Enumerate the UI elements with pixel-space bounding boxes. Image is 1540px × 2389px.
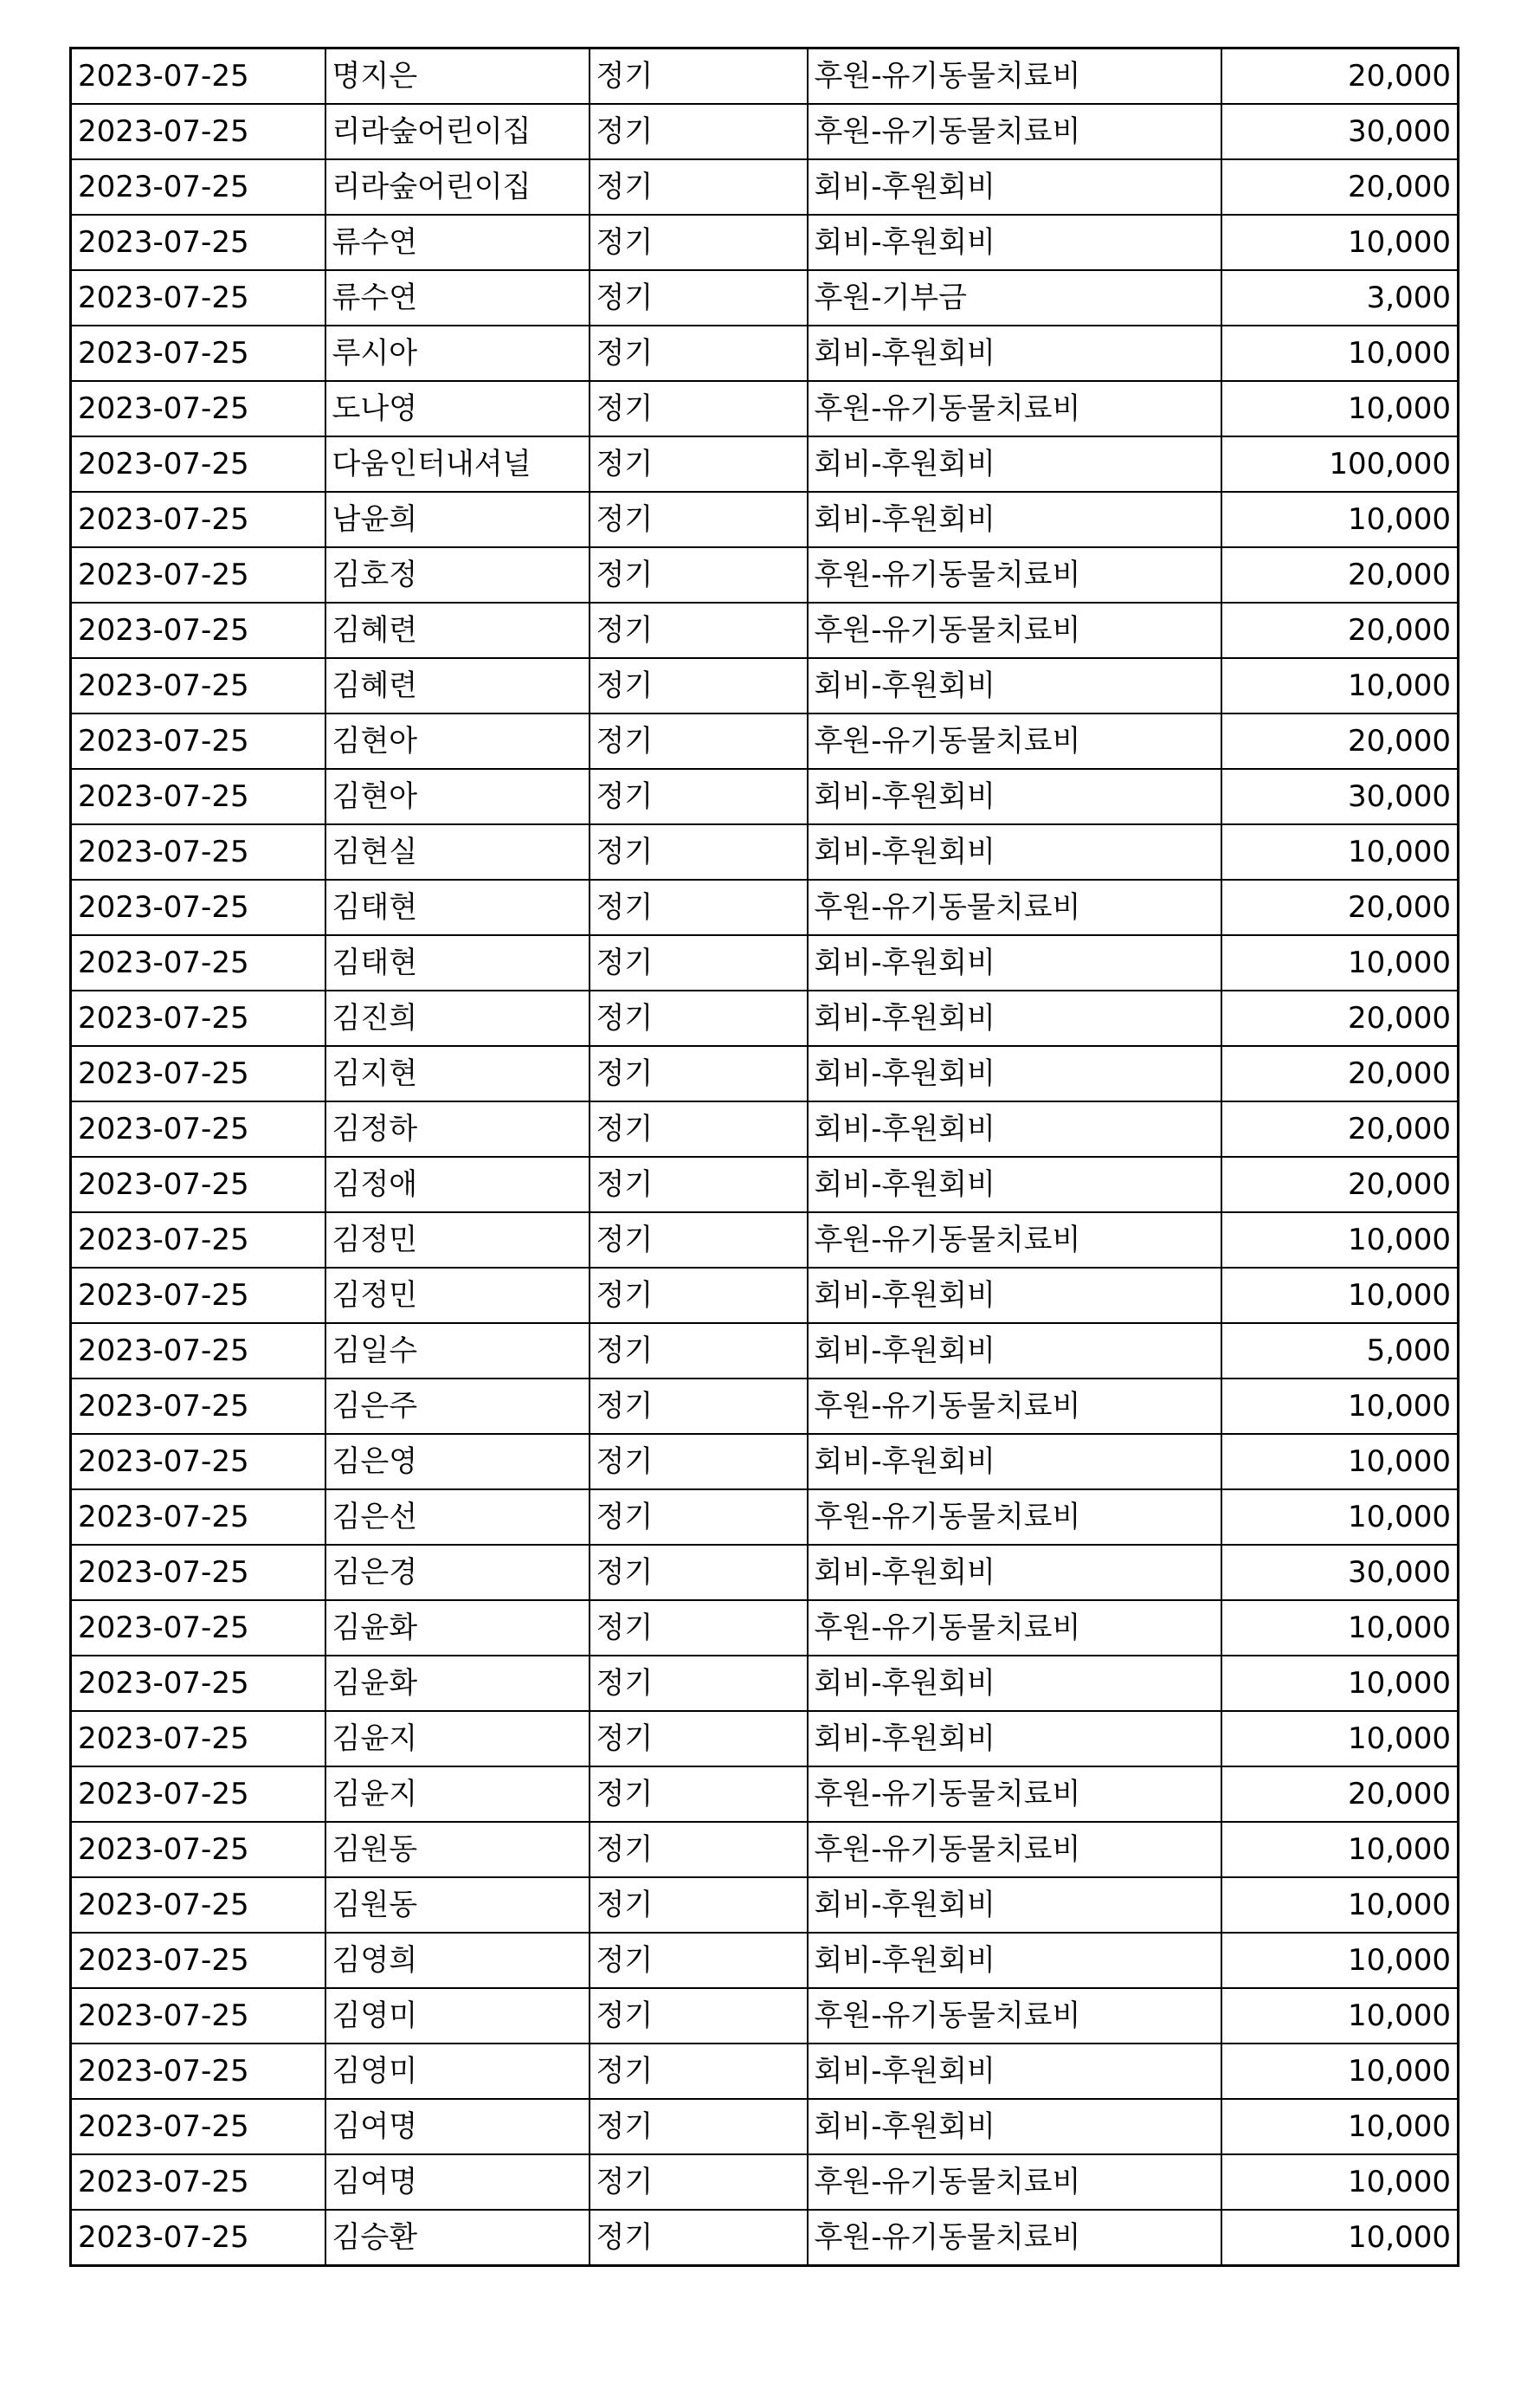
cell-amount: 10,000 [1221,2044,1459,2099]
cell-category: 회비-후원회비 [808,215,1221,270]
table-row [71,436,1459,492]
table-row [71,2099,1459,2154]
cell-donor-name: 다움인터내셔널 [325,436,590,492]
cell-donor-name: 김은선 [325,1489,590,1545]
cell-donor-name: 류수연 [325,270,590,326]
cell-category: 회비-후원회비 [808,1046,1221,1101]
cell-donation-type: 정기 [590,991,808,1046]
table-row [71,547,1459,603]
table-row [71,1822,1459,1877]
cell-donation-type: 정기 [590,492,808,547]
cell-category: 회비-후원회비 [808,1656,1221,1711]
table-row [71,658,1459,713]
table-row [71,1046,1459,1101]
cell-amount: 20,000 [1221,159,1459,215]
cell-donor-name: 김영희 [325,1933,590,1988]
cell-donor-name: 김정민 [325,1212,590,1268]
cell-donation-type: 정기 [590,436,808,492]
cell-donor-name: 김원동 [325,1877,590,1933]
cell-category: 회비-후원회비 [808,1877,1221,1933]
cell-amount: 20,000 [1221,880,1459,935]
cell-amount: 10,000 [1221,658,1459,713]
cell-category: 회비-후원회비 [808,1323,1221,1379]
cell-donor-name: 김은영 [325,1434,590,1489]
cell-donor-name: 김정애 [325,1157,590,1212]
cell-donation-type: 정기 [590,104,808,159]
cell-amount: 10,000 [1221,935,1459,991]
cell-amount: 10,000 [1221,492,1459,547]
cell-donation-type: 정기 [590,1711,808,1766]
cell-amount: 10,000 [1221,1877,1459,1933]
table-row [71,1766,1459,1822]
table-row [71,1157,1459,1212]
table-row [71,215,1459,270]
table-row [71,1600,1459,1656]
cell-category: 회비-후원회비 [808,1933,1221,1988]
cell-amount: 10,000 [1221,1212,1459,1268]
cell-category: 회비-후원회비 [808,2044,1221,2099]
cell-donation-type: 정기 [590,1877,808,1933]
cell-donor-name: 리라숲어린이집 [325,159,590,215]
cell-amount: 30,000 [1221,104,1459,159]
table-row [71,2210,1459,2266]
cell-date: 2023-07-25 [71,2044,325,2099]
cell-donor-name: 김정하 [325,1101,590,1157]
cell-date: 2023-07-25 [71,1766,325,1822]
table-row [71,2154,1459,2210]
cell-category: 후원-유기동물치료비 [808,1988,1221,2044]
cell-date: 2023-07-25 [71,769,325,824]
table-row [71,1877,1459,1933]
cell-donor-name: 김호정 [325,547,590,603]
cell-donor-name: 리라숲어린이집 [325,104,590,159]
cell-date: 2023-07-25 [71,935,325,991]
table-row [71,824,1459,880]
cell-date: 2023-07-25 [71,1600,325,1656]
cell-amount: 10,000 [1221,2154,1459,2210]
cell-amount: 10,000 [1221,1933,1459,1988]
cell-category: 후원-유기동물치료비 [808,1489,1221,1545]
cell-amount: 10,000 [1221,1656,1459,1711]
cell-donation-type: 정기 [590,603,808,658]
cell-category: 후원-유기동물치료비 [808,880,1221,935]
cell-amount: 10,000 [1221,1822,1459,1877]
cell-date: 2023-07-25 [71,1711,325,1766]
cell-category: 후원-유기동물치료비 [808,1600,1221,1656]
cell-date: 2023-07-25 [71,1212,325,1268]
cell-category: 후원-유기동물치료비 [808,603,1221,658]
table-row [71,1988,1459,2044]
table-row [71,326,1459,381]
cell-donation-type: 정기 [590,658,808,713]
cell-category: 후원-유기동물치료비 [808,1212,1221,1268]
cell-donation-type: 정기 [590,1600,808,1656]
cell-category: 후원-유기동물치료비 [808,1822,1221,1877]
cell-donor-name: 김현아 [325,713,590,769]
cell-donation-type: 정기 [590,880,808,935]
cell-donor-name: 김현실 [325,824,590,880]
cell-date: 2023-07-25 [71,824,325,880]
cell-category: 회비-후원회비 [808,658,1221,713]
cell-date: 2023-07-25 [71,658,325,713]
cell-date: 2023-07-25 [71,1877,325,1933]
cell-amount: 30,000 [1221,1545,1459,1600]
cell-date: 2023-07-25 [71,603,325,658]
cell-amount: 20,000 [1221,991,1459,1046]
cell-category: 회비-후원회비 [808,1157,1221,1212]
cell-amount: 10,000 [1221,1268,1459,1323]
cell-donor-name: 김혜련 [325,603,590,658]
cell-date: 2023-07-25 [71,326,325,381]
cell-date: 2023-07-25 [71,1656,325,1711]
cell-date: 2023-07-25 [71,1489,325,1545]
table-row [71,492,1459,547]
cell-category: 회비-후원회비 [808,1711,1221,1766]
cell-donation-type: 정기 [590,326,808,381]
table-row [71,270,1459,326]
table-row [71,1489,1459,1545]
cell-donation-type: 정기 [590,1822,808,1877]
cell-category: 회비-후원회비 [808,2099,1221,2154]
cell-donor-name: 김윤지 [325,1711,590,1766]
cell-amount: 20,000 [1221,547,1459,603]
cell-category: 후원-유기동물치료비 [808,1766,1221,1822]
cell-date: 2023-07-25 [71,381,325,436]
cell-category: 회비-후원회비 [808,769,1221,824]
cell-date: 2023-07-25 [71,1323,325,1379]
cell-amount: 10,000 [1221,1434,1459,1489]
cell-donation-type: 정기 [590,1656,808,1711]
cell-donation-type: 정기 [590,547,808,603]
cell-donor-name: 김여명 [325,2099,590,2154]
cell-amount: 20,000 [1221,48,1459,105]
cell-date: 2023-07-25 [71,2099,325,2154]
cell-date: 2023-07-25 [71,991,325,1046]
cell-donor-name: 남윤희 [325,492,590,547]
cell-date: 2023-07-25 [71,880,325,935]
cell-category: 회비-후원회비 [808,492,1221,547]
cell-amount: 10,000 [1221,381,1459,436]
table-row [71,769,1459,824]
cell-donation-type: 정기 [590,1434,808,1489]
cell-donor-name: 명지은 [325,48,590,105]
cell-donor-name: 김태현 [325,880,590,935]
cell-donor-name: 김원동 [325,1822,590,1877]
cell-donor-name: 김윤지 [325,1766,590,1822]
cell-donation-type: 정기 [590,1379,808,1434]
cell-category: 회비-후원회비 [808,159,1221,215]
cell-category: 회비-후원회비 [808,1545,1221,1600]
cell-date: 2023-07-25 [71,492,325,547]
cell-donor-name: 도나영 [325,381,590,436]
cell-donor-name: 김은경 [325,1545,590,1600]
cell-amount: 20,000 [1221,603,1459,658]
table-row [71,381,1459,436]
cell-amount: 5,000 [1221,1323,1459,1379]
cell-donation-type: 정기 [590,215,808,270]
cell-donation-type: 정기 [590,2210,808,2266]
cell-category: 후원-유기동물치료비 [808,713,1221,769]
cell-donation-type: 정기 [590,769,808,824]
cell-donor-name: 김일수 [325,1323,590,1379]
table-row [71,1434,1459,1489]
cell-donation-type: 정기 [590,270,808,326]
table-row [71,1212,1459,1268]
table-row [71,935,1459,991]
cell-amount: 10,000 [1221,1600,1459,1656]
table-row [71,991,1459,1046]
cell-date: 2023-07-25 [71,270,325,326]
cell-donation-type: 정기 [590,713,808,769]
cell-category: 회비-후원회비 [808,824,1221,880]
cell-donor-name: 김영미 [325,2044,590,2099]
cell-donation-type: 정기 [590,1157,808,1212]
cell-donor-name: 류수연 [325,215,590,270]
cell-amount: 30,000 [1221,769,1459,824]
cell-amount: 10,000 [1221,1489,1459,1545]
cell-donation-type: 정기 [590,935,808,991]
cell-donation-type: 정기 [590,1489,808,1545]
cell-amount: 20,000 [1221,713,1459,769]
table-row [71,1268,1459,1323]
cell-amount: 10,000 [1221,824,1459,880]
table-row [71,1101,1459,1157]
cell-donor-name: 김현아 [325,769,590,824]
table-row [71,713,1459,769]
cell-donor-name: 김윤화 [325,1600,590,1656]
cell-donation-type: 정기 [590,1933,808,1988]
cell-date: 2023-07-25 [71,48,325,105]
cell-category: 후원-유기동물치료비 [808,2210,1221,2266]
cell-donation-type: 정기 [590,2154,808,2210]
cell-amount: 10,000 [1221,2210,1459,2266]
cell-donation-type: 정기 [590,1766,808,1822]
cell-donor-name: 김태현 [325,935,590,991]
cell-donation-type: 정기 [590,1046,808,1101]
cell-date: 2023-07-25 [71,2210,325,2266]
cell-category: 후원-유기동물치료비 [808,48,1221,105]
cell-donation-type: 정기 [590,1101,808,1157]
cell-amount: 10,000 [1221,215,1459,270]
cell-amount: 20,000 [1221,1046,1459,1101]
cell-amount: 10,000 [1221,326,1459,381]
cell-date: 2023-07-25 [71,1101,325,1157]
cell-category: 후원-유기동물치료비 [808,1379,1221,1434]
table-row [71,2044,1459,2099]
cell-amount: 10,000 [1221,1711,1459,1766]
ledger-body [71,48,1459,2266]
cell-donation-type: 정기 [590,48,808,105]
cell-category: 후원-기부금 [808,270,1221,326]
cell-donor-name: 루시아 [325,326,590,381]
cell-date: 2023-07-25 [71,1379,325,1434]
table-row [71,603,1459,658]
cell-donor-name: 김지현 [325,1046,590,1101]
cell-category: 회비-후원회비 [808,1434,1221,1489]
table-row [71,1711,1459,1766]
cell-date: 2023-07-25 [71,2154,325,2210]
cell-donor-name: 김승환 [325,2210,590,2266]
table-row [71,1933,1459,1988]
cell-category: 회비-후원회비 [808,991,1221,1046]
cell-date: 2023-07-25 [71,436,325,492]
table-row [71,1379,1459,1434]
cell-amount: 10,000 [1221,2099,1459,2154]
cell-amount: 100,000 [1221,436,1459,492]
cell-donor-name: 김은주 [325,1379,590,1434]
cell-date: 2023-07-25 [71,1157,325,1212]
cell-date: 2023-07-25 [71,1822,325,1877]
cell-donation-type: 정기 [590,824,808,880]
cell-donation-type: 정기 [590,381,808,436]
cell-date: 2023-07-25 [71,1545,325,1600]
cell-category: 회비-후원회비 [808,935,1221,991]
donation-ledger-table [69,47,1459,2267]
cell-donor-name: 김정민 [325,1268,590,1323]
cell-donation-type: 정기 [590,2099,808,2154]
cell-category: 회비-후원회비 [808,436,1221,492]
cell-date: 2023-07-25 [71,547,325,603]
table-row [71,159,1459,215]
cell-donor-name: 김진희 [325,991,590,1046]
cell-amount: 20,000 [1221,1157,1459,1212]
table-row [71,1656,1459,1711]
cell-date: 2023-07-25 [71,1933,325,1988]
cell-donation-type: 정기 [590,1212,808,1268]
cell-donation-type: 정기 [590,1545,808,1600]
cell-date: 2023-07-25 [71,215,325,270]
cell-date: 2023-07-25 [71,159,325,215]
cell-amount: 20,000 [1221,1766,1459,1822]
cell-date: 2023-07-25 [71,1988,325,2044]
cell-category: 회비-후원회비 [808,326,1221,381]
cell-donation-type: 정기 [590,159,808,215]
cell-category: 후원-유기동물치료비 [808,381,1221,436]
cell-date: 2023-07-25 [71,1268,325,1323]
cell-donor-name: 김윤화 [325,1656,590,1711]
table-row [71,1323,1459,1379]
table-row [71,48,1459,105]
cell-date: 2023-07-25 [71,1046,325,1101]
cell-date: 2023-07-25 [71,1434,325,1489]
table-row [71,880,1459,935]
cell-category: 회비-후원회비 [808,1268,1221,1323]
table-row [71,1545,1459,1600]
cell-donation-type: 정기 [590,1323,808,1379]
cell-donor-name: 김혜련 [325,658,590,713]
cell-amount: 10,000 [1221,1379,1459,1434]
cell-date: 2023-07-25 [71,713,325,769]
cell-amount: 10,000 [1221,1988,1459,2044]
cell-donation-type: 정기 [590,1268,808,1323]
cell-amount: 20,000 [1221,1101,1459,1157]
cell-donation-type: 정기 [590,1988,808,2044]
cell-amount: 3,000 [1221,270,1459,326]
cell-category: 후원-유기동물치료비 [808,104,1221,159]
table-row [71,104,1459,159]
cell-category: 후원-유기동물치료비 [808,547,1221,603]
cell-donation-type: 정기 [590,2044,808,2099]
cell-date: 2023-07-25 [71,104,325,159]
cell-donor-name: 김여명 [325,2154,590,2210]
cell-category: 회비-후원회비 [808,1101,1221,1157]
cell-category: 후원-유기동물치료비 [808,2154,1221,2210]
cell-donor-name: 김영미 [325,1988,590,2044]
